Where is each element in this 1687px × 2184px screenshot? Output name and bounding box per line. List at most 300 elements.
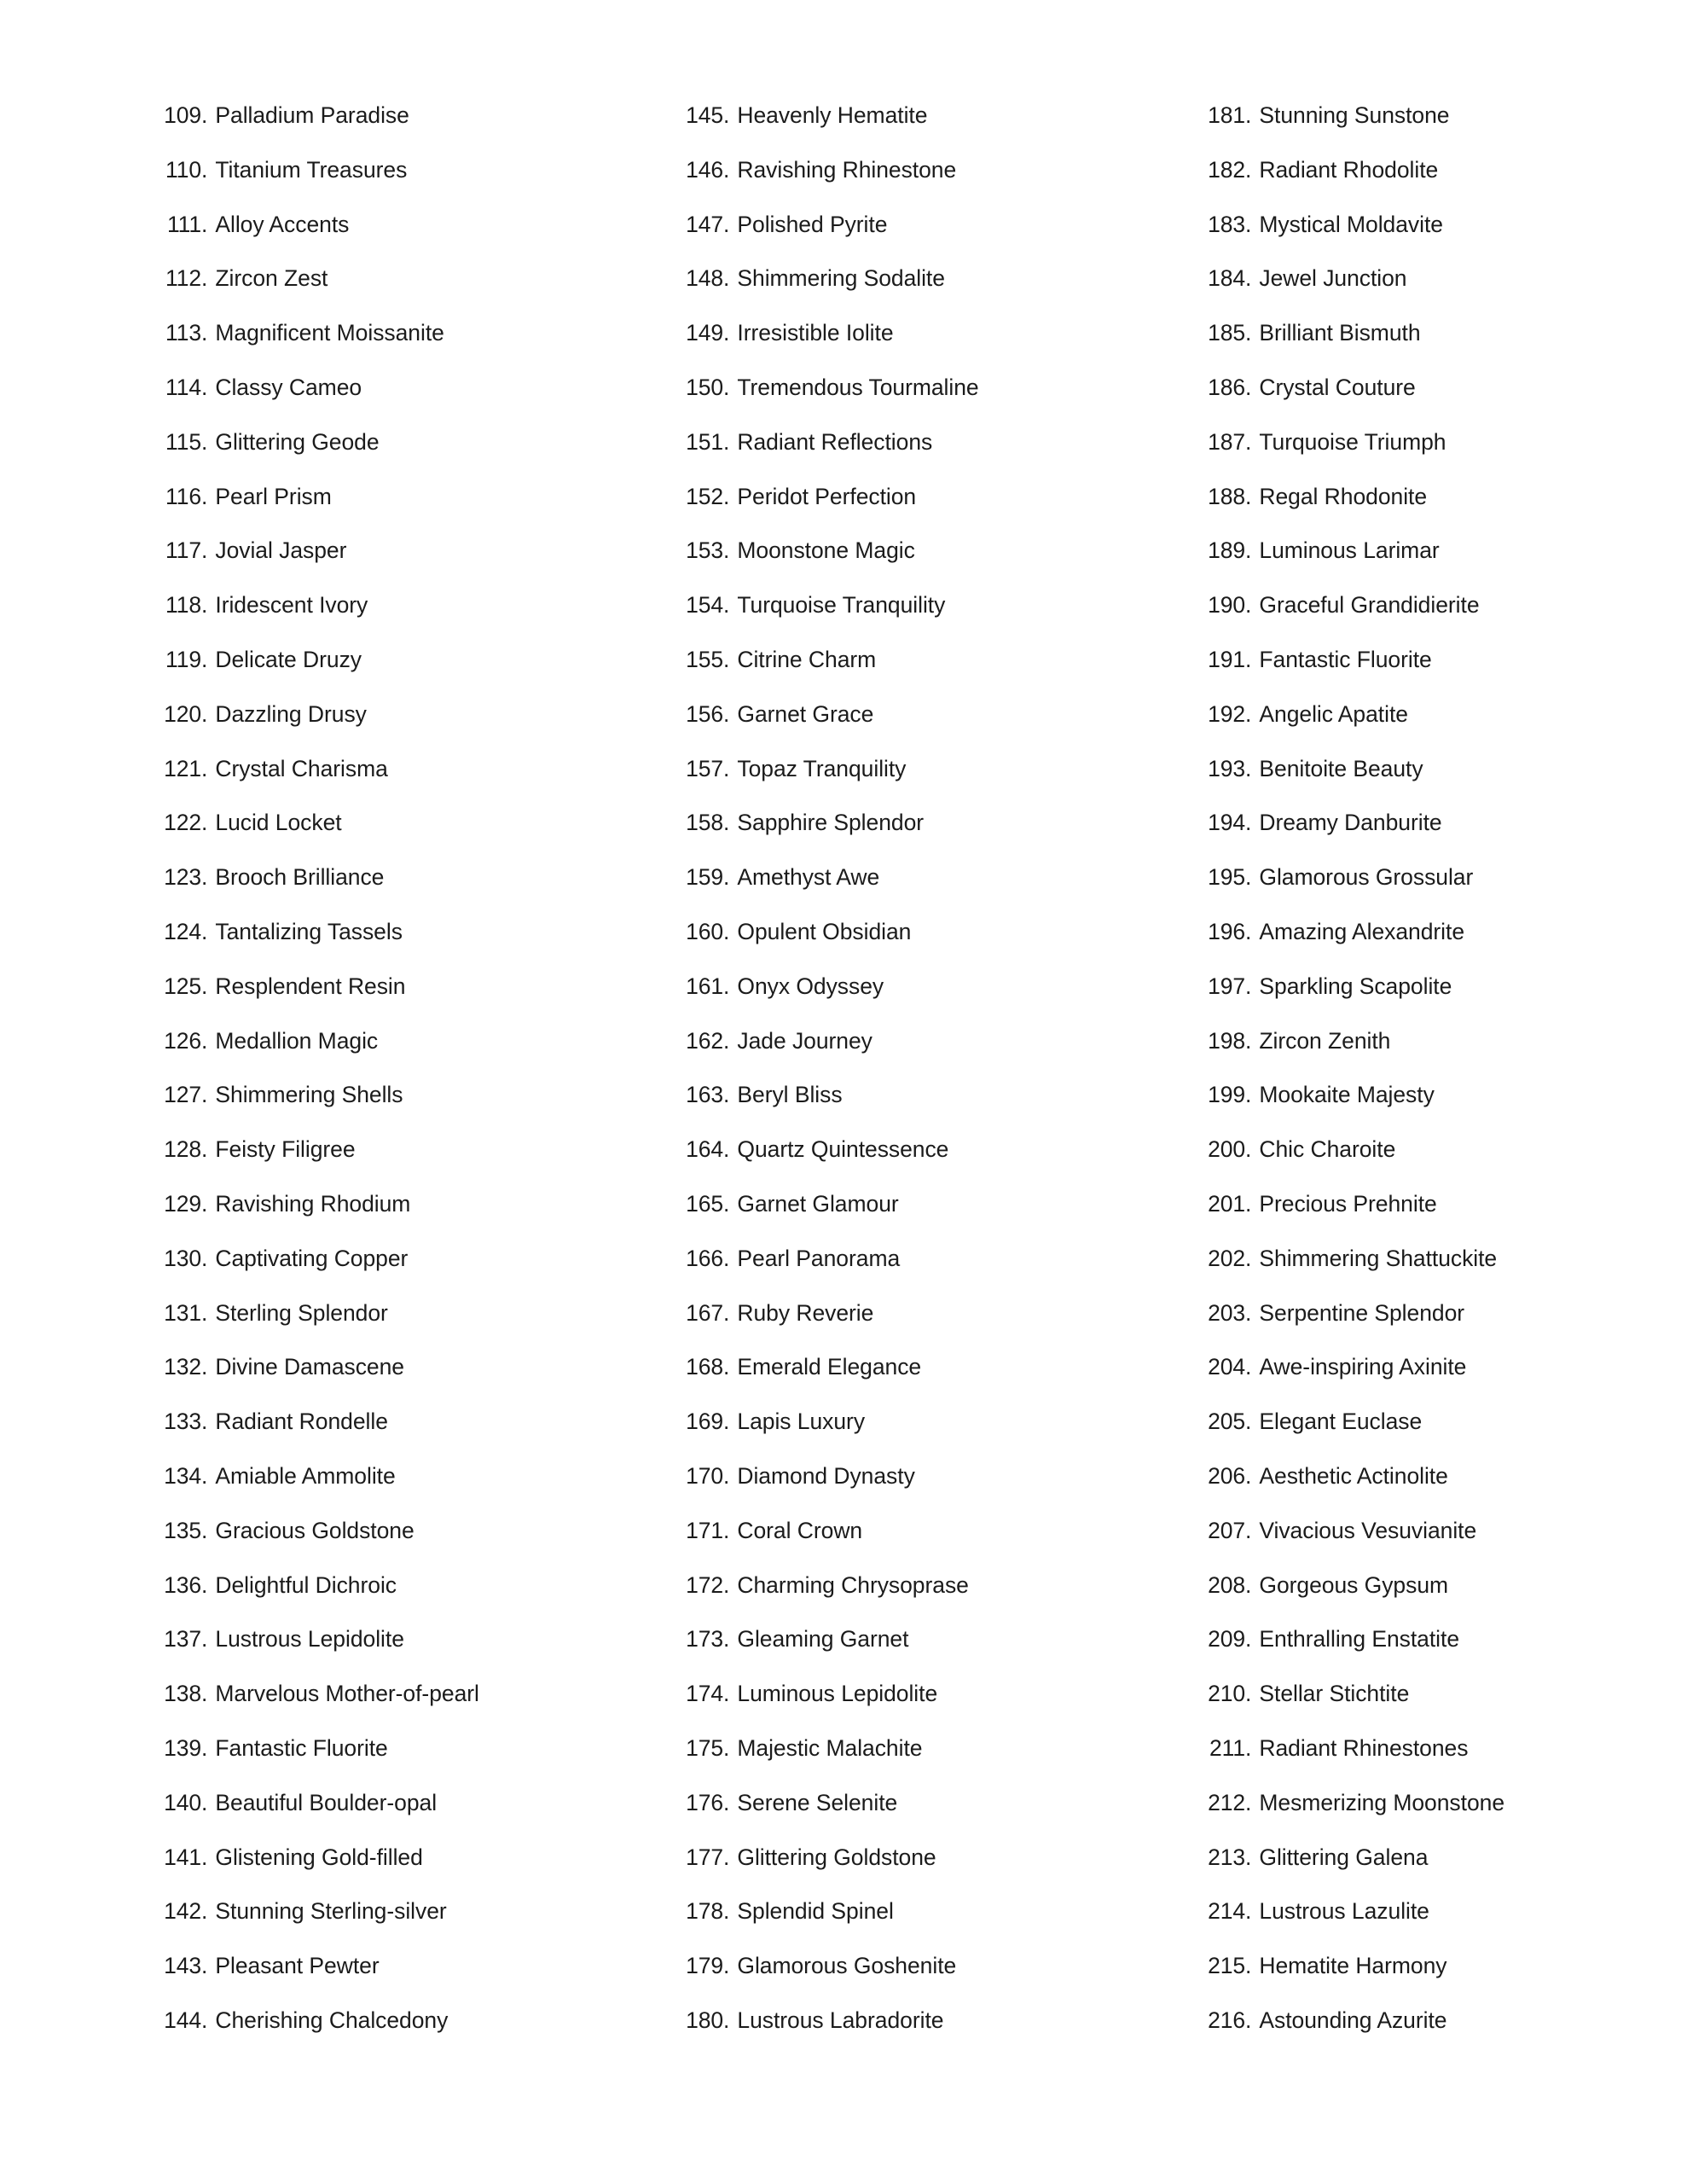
list-item (143, 905, 665, 960)
list-item (1187, 1068, 1687, 1123)
list-item (665, 578, 1187, 633)
list-item-separator: . (201, 1571, 208, 1598)
list-item-number: 151 (686, 428, 723, 455)
list-item (665, 688, 1187, 742)
list-item-number: 136 (164, 1571, 201, 1598)
list-item-label: Garnet Grace (737, 700, 874, 727)
list-item-number: 145 (686, 102, 723, 128)
list-item (1187, 1722, 1687, 1776)
list-item-label: Sparkling Scapolite (1259, 973, 1452, 999)
list-item-separator: . (201, 646, 208, 672)
list-item-separator: . (723, 156, 730, 183)
list-item-separator: . (1245, 918, 1252, 944)
list-item-number: 124 (164, 918, 201, 944)
list-item-number: 112 (165, 265, 201, 292)
list-item-number: 125 (164, 973, 201, 999)
list-item-separator: . (723, 374, 730, 400)
list-item-number: 137 (164, 1626, 201, 1653)
list-item-number: 120 (164, 700, 201, 727)
list-item-label: Chic Charoite (1259, 1136, 1396, 1163)
list-item-number: 115 (165, 428, 201, 455)
list-item-number: 166 (686, 1245, 723, 1271)
list-item-separator: . (723, 1626, 730, 1653)
list-item-label: Luminous Larimar (1259, 537, 1440, 564)
list-item (143, 198, 665, 253)
list-item-label: Majestic Malachite (737, 1734, 923, 1761)
list-item-number: 138 (164, 1681, 201, 1707)
list-item (1187, 415, 1687, 470)
list-item-separator: . (201, 1898, 208, 1925)
list-item-label: Mystical Moldavite (1259, 211, 1443, 237)
list-item (1187, 1776, 1687, 1831)
list-item-label: Crystal Couture (1259, 374, 1416, 400)
list-item (1187, 198, 1687, 253)
list-item-number: 176 (686, 1789, 723, 1815)
list-item-separator: . (723, 537, 730, 564)
list-item-separator: . (723, 483, 730, 509)
list-item-separator: . (201, 810, 208, 836)
list-item-number: 152 (686, 483, 723, 509)
list-item-label: Mesmerizing Moonstone (1259, 1789, 1505, 1815)
list-item-label: Enthralling Enstatite (1259, 1626, 1460, 1653)
list-item (143, 1287, 665, 1341)
list-item (143, 1232, 665, 1287)
list-item-label: Quartz Quintessence (737, 1136, 949, 1163)
list-item-number: 141 (164, 1844, 201, 1870)
list-item-label: Lustrous Lazulite (1259, 1898, 1429, 1925)
list-item-label: Glittering Geode (215, 428, 380, 455)
list-item-separator: . (201, 918, 208, 944)
list-item-label: Glistening Gold-filled (215, 1844, 423, 1870)
list-item-label: Lapis Luxury (737, 1409, 866, 1435)
list-item (143, 252, 665, 306)
list-item-separator: . (201, 1027, 208, 1054)
list-item (143, 1559, 665, 1613)
list-item-number: 215 (1208, 1953, 1245, 1979)
list-item-label: Heavenly Hematite (737, 102, 928, 128)
list-item-separator: . (201, 374, 208, 400)
list-item (1187, 143, 1687, 198)
list-item-separator: . (1245, 592, 1252, 619)
list-item (1187, 361, 1687, 415)
list-item-number: 156 (686, 700, 723, 727)
list-item-separator: . (201, 700, 208, 727)
list-item-separator: . (1245, 483, 1252, 509)
list-item-label: Luminous Lepidolite (737, 1681, 938, 1707)
list-item-number: 205 (1208, 1409, 1245, 1435)
list-item-number: 169 (686, 1409, 723, 1435)
list-item (143, 1831, 665, 1885)
list-item-number: 160 (686, 918, 723, 944)
list-item (665, 1395, 1187, 1449)
list-item-number: 149 (686, 320, 723, 346)
list-item-number: 174 (686, 1681, 723, 1707)
list-item-separator: . (723, 1299, 730, 1326)
list-item-label: Pearl Panorama (737, 1245, 901, 1271)
list-item-separator: . (723, 973, 730, 999)
list-item (143, 143, 665, 198)
list-item-number: 139 (164, 1734, 201, 1761)
list-item (1187, 688, 1687, 742)
list-item-separator: . (1245, 156, 1252, 183)
list-item-separator: . (723, 1190, 730, 1217)
list-item (665, 415, 1187, 470)
list-item (143, 1395, 665, 1449)
list-item (143, 1177, 665, 1232)
list-item (665, 143, 1187, 198)
list-item-number: 171 (686, 1517, 723, 1543)
list-item (1187, 796, 1687, 851)
list-item-separator: . (723, 592, 730, 619)
list-item (1187, 1340, 1687, 1395)
list-item (665, 361, 1187, 415)
list-item-number: 117 (165, 537, 201, 564)
list-item (143, 470, 665, 525)
list-item (665, 252, 1187, 306)
list-item-number: 148 (686, 265, 723, 292)
list-item-number: 187 (1208, 428, 1245, 455)
list-item-separator: . (1245, 1354, 1252, 1380)
list-item (143, 1340, 665, 1395)
list-item (1187, 1232, 1687, 1287)
list-item-number: 179 (686, 1953, 723, 1979)
list-item-label: Divine Damascene (215, 1354, 404, 1380)
list-item-number: 199 (1208, 1082, 1245, 1108)
list-item-separator: . (723, 265, 730, 292)
list-item (143, 851, 665, 905)
list-item-label: Cherishing Chalcedony (215, 2007, 449, 2033)
list-item-separator: . (723, 1681, 730, 1707)
list-item-label: Captivating Copper (215, 1245, 409, 1271)
list-item-number: 127 (164, 1082, 201, 1108)
list-item-label: Jovial Jasper (215, 537, 347, 564)
list-item (665, 1123, 1187, 1177)
list-item-separator: . (723, 1027, 730, 1054)
list-item-number: 200 (1208, 1136, 1245, 1163)
list-item-label: Dreamy Danburite (1259, 810, 1442, 836)
list-item-separator: . (723, 810, 730, 836)
list-item-number: 159 (686, 864, 723, 891)
list-item-number: 114 (165, 374, 201, 400)
list-item-number: 118 (165, 592, 201, 619)
list-item-label: Onyx Odyssey (737, 973, 884, 999)
list-item-number: 132 (164, 1354, 201, 1380)
list-item-number: 197 (1208, 973, 1245, 999)
list-item (665, 1449, 1187, 1504)
list-item-separator: . (201, 428, 208, 455)
list-item (665, 633, 1187, 688)
list-item-number: 207 (1208, 1517, 1245, 1543)
list-item-label: Lustrous Lepidolite (215, 1626, 404, 1653)
list-item-separator: . (723, 1462, 730, 1489)
list-item-number: 140 (164, 1789, 201, 1815)
list-item-separator: . (201, 1082, 208, 1108)
list-item-label: Lucid Locket (215, 810, 342, 836)
list-item-number: 180 (686, 2007, 723, 2033)
list-item (143, 524, 665, 578)
list-item-label: Serpentine Splendor (1259, 1299, 1465, 1326)
list-item-number: 173 (686, 1626, 723, 1653)
list-item-label: Glamorous Grossular (1259, 864, 1474, 891)
list-item (665, 1504, 1187, 1559)
list-item-label: Gorgeous Gypsum (1259, 1571, 1449, 1598)
list-item (1187, 1831, 1687, 1885)
list-item-separator: . (201, 265, 208, 292)
list-item (665, 1232, 1187, 1287)
list-item-number: 170 (686, 1462, 723, 1489)
list-item (143, 361, 665, 415)
list-item-label: Delightful Dichroic (215, 1571, 397, 1598)
list-item-label: Fantastic Fluorite (1259, 646, 1432, 672)
list-item-number: 193 (1208, 755, 1245, 781)
list-item (665, 306, 1187, 361)
list-item-separator: . (201, 1844, 208, 1870)
list-item-separator: . (1245, 973, 1252, 999)
list-item-number: 214 (1208, 1898, 1245, 1925)
list-item-separator: . (1245, 320, 1252, 346)
list-item (143, 578, 665, 633)
list-item-label: Charming Chrysoprase (737, 1571, 969, 1598)
list-item-label: Mookaite Majesty (1259, 1082, 1435, 1108)
list-item-separator: . (1245, 1299, 1252, 1326)
list-item-separator: . (1245, 1844, 1252, 1870)
list-item (665, 1994, 1187, 2048)
list-item-label: Radiant Reflections (737, 428, 933, 455)
list-item-number: 202 (1208, 1245, 1245, 1271)
list-item-label: Stunning Sunstone (1259, 102, 1450, 128)
list-item-number: 211 (1209, 1734, 1245, 1761)
list-item (665, 960, 1187, 1014)
list-item-label: Delicate Druzy (215, 646, 362, 672)
list-item (143, 796, 665, 851)
list-item-number: 129 (164, 1190, 201, 1217)
list-item (1187, 1612, 1687, 1667)
list-item-number: 164 (686, 1136, 723, 1163)
list-item-number: 203 (1208, 1299, 1245, 1326)
list-item-label: Jade Journey (737, 1027, 872, 1054)
list-item (665, 198, 1187, 253)
list-item-label: Brilliant Bismuth (1259, 320, 1421, 346)
list-item-separator: . (1245, 646, 1252, 672)
list-item (1187, 1287, 1687, 1341)
list-item-label: Brooch Brilliance (215, 864, 385, 891)
list-item-label: Coral Crown (737, 1517, 863, 1543)
list-column-3 (1187, 89, 1687, 2048)
list-item-label: Gracious Goldstone (215, 1517, 415, 1543)
list-item-label: Ravishing Rhodium (215, 1190, 411, 1217)
list-item-number: 134 (164, 1462, 201, 1489)
list-item-separator: . (1245, 755, 1252, 781)
list-item (665, 1068, 1187, 1123)
list-item-separator: . (1245, 1626, 1252, 1653)
list-item-label: Jewel Junction (1259, 265, 1407, 292)
list-item-separator: . (1245, 1571, 1252, 1598)
list-item-separator: . (1245, 1462, 1252, 1489)
list-item-number: 184 (1208, 265, 1245, 292)
list-item-label: Alloy Accents (215, 211, 350, 237)
list-item-separator: . (1245, 1517, 1252, 1543)
list-item (665, 1831, 1187, 1885)
list-item-separator: . (201, 1299, 208, 1326)
list-item-separator: . (201, 973, 208, 999)
list-item-label: Pleasant Pewter (215, 1953, 380, 1979)
list-item-label: Beryl Bliss (737, 1082, 843, 1108)
list-item-label: Glamorous Goshenite (737, 1953, 957, 1979)
list-item (1187, 89, 1687, 143)
list-item-separator: . (201, 1245, 208, 1271)
list-item-label: Shimmering Sodalite (737, 265, 945, 292)
list-item (665, 1177, 1187, 1232)
list-item (1187, 524, 1687, 578)
list-item-separator: . (201, 1789, 208, 1815)
list-item (665, 1612, 1187, 1667)
list-item-separator: . (723, 700, 730, 727)
list-item-separator: . (201, 537, 208, 564)
list-item-number: 188 (1208, 483, 1245, 509)
list-item-label: Radiant Rhodolite (1259, 156, 1439, 183)
list-item-separator: . (723, 646, 730, 672)
list-item-separator: . (1245, 1190, 1252, 1217)
list-item-separator: . (201, 1734, 208, 1761)
list-item-number: 153 (686, 537, 723, 564)
list-item-number: 131 (164, 1299, 201, 1326)
list-item (1187, 470, 1687, 525)
list-item-number: 147 (686, 211, 723, 237)
list-item-label: Palladium Paradise (215, 102, 409, 128)
list-item-separator: . (1245, 374, 1252, 400)
list-item-separator: . (201, 1136, 208, 1163)
list-item-separator: . (723, 1734, 730, 1761)
list-item (143, 1449, 665, 1504)
list-item-label: Zircon Zest (215, 265, 328, 292)
list-item-number: 181 (1208, 102, 1245, 128)
list-item-number: 182 (1208, 156, 1245, 183)
list-item-label: Serene Selenite (737, 1789, 898, 1815)
list-item (143, 1612, 665, 1667)
list-item-number: 167 (686, 1299, 723, 1326)
list-item (143, 1504, 665, 1559)
list-item (665, 1014, 1187, 1069)
list-item-label: Garnet Glamour (737, 1190, 899, 1217)
list-item-label: Hematite Harmony (1259, 1953, 1447, 1979)
list-item-label: Radiant Rondelle (215, 1409, 388, 1435)
list-item-label: Resplendent Resin (215, 973, 406, 999)
list-item-number: 172 (686, 1571, 723, 1598)
list-item-label: Stunning Sterling-silver (215, 1898, 447, 1925)
list-item-separator: . (1245, 864, 1252, 891)
list-item (1187, 1177, 1687, 1232)
list-item (1187, 1994, 1687, 2048)
list-item (143, 1722, 665, 1776)
list-item-number: 142 (164, 1898, 201, 1925)
list-item-label: Regal Rhodonite (1259, 483, 1428, 509)
list-item-separator: . (201, 483, 208, 509)
list-item-label: Opulent Obsidian (737, 918, 912, 944)
list-item (143, 1068, 665, 1123)
list-item-separator: . (201, 1409, 208, 1435)
list-item (665, 524, 1187, 578)
list-item-label: Iridescent Ivory (215, 592, 368, 619)
list-item-separator: . (723, 1245, 730, 1271)
list-item-separator: . (723, 864, 730, 891)
list-item-number: 185 (1208, 320, 1245, 346)
list-item (665, 796, 1187, 851)
list-item-label: Amiable Ammolite (215, 1462, 396, 1489)
numbered-list-columns (143, 89, 1585, 2048)
list-item-number: 109 (164, 102, 201, 128)
list-item-number: 135 (164, 1517, 201, 1543)
list-item-separator: . (1245, 810, 1252, 836)
list-item-number: 177 (686, 1844, 723, 1870)
list-item-label: Emerald Elegance (737, 1354, 922, 1380)
list-item-label: Vivacious Vesuvianite (1259, 1517, 1477, 1543)
list-item-number: 111 (167, 211, 201, 237)
list-item (1187, 905, 1687, 960)
list-item-label: Diamond Dynasty (737, 1462, 915, 1489)
list-item-label: Astounding Azurite (1259, 2007, 1447, 2033)
list-item-number: 198 (1208, 1027, 1245, 1054)
list-item-number: 186 (1208, 374, 1245, 400)
list-item-number: 126 (164, 1027, 201, 1054)
list-item-label: Citrine Charm (737, 646, 877, 672)
list-item (1187, 306, 1687, 361)
list-item-separator: . (201, 2007, 208, 2033)
list-item (143, 1014, 665, 1069)
list-item (665, 851, 1187, 905)
list-item-label: Aesthetic Actinolite (1259, 1462, 1448, 1489)
list-item-separator: . (201, 1354, 208, 1380)
list-item (1187, 1449, 1687, 1504)
list-item-label: Zircon Zenith (1259, 1027, 1391, 1054)
list-item-number: 210 (1208, 1681, 1245, 1707)
list-item-number: 209 (1208, 1626, 1245, 1653)
list-item (143, 742, 665, 797)
list-item-number: 206 (1208, 1462, 1245, 1489)
list-item-label: Titanium Treasures (215, 156, 408, 183)
list-item-label: Benitoite Beauty (1259, 755, 1423, 781)
list-item-number: 183 (1208, 211, 1245, 237)
list-item-separator: . (1245, 1681, 1252, 1707)
list-item-label: Amazing Alexandrite (1259, 918, 1465, 944)
list-item (665, 1287, 1187, 1341)
list-item (143, 89, 665, 143)
list-item-label: Elegant Euclase (1259, 1409, 1423, 1435)
list-item-separator: . (1245, 537, 1252, 564)
list-item-label: Sterling Splendor (215, 1299, 388, 1326)
list-item-number: 155 (686, 646, 723, 672)
list-item (143, 633, 665, 688)
list-item-separator: . (723, 320, 730, 346)
list-item-label: Awe-inspiring Axinite (1259, 1354, 1467, 1380)
list-item (1187, 1559, 1687, 1613)
list-item-number: 175 (686, 1734, 723, 1761)
list-item-separator: . (723, 211, 730, 237)
list-item-number: 208 (1208, 1571, 1245, 1598)
list-item-number: 143 (164, 1953, 201, 1979)
list-item-separator: . (201, 864, 208, 891)
list-item-number: 212 (1208, 1789, 1245, 1815)
list-item-number: 196 (1208, 918, 1245, 944)
list-item (1187, 960, 1687, 1014)
list-item-separator: . (201, 211, 208, 237)
list-item-number: 194 (1208, 810, 1245, 836)
list-item-label: Classy Cameo (215, 374, 362, 400)
list-item-label: Tremendous Tourmaline (737, 374, 979, 400)
list-item (665, 905, 1187, 960)
list-item-label: Angelic Apatite (1259, 700, 1408, 727)
list-column-2 (665, 89, 1187, 2048)
list-item (1187, 1504, 1687, 1559)
